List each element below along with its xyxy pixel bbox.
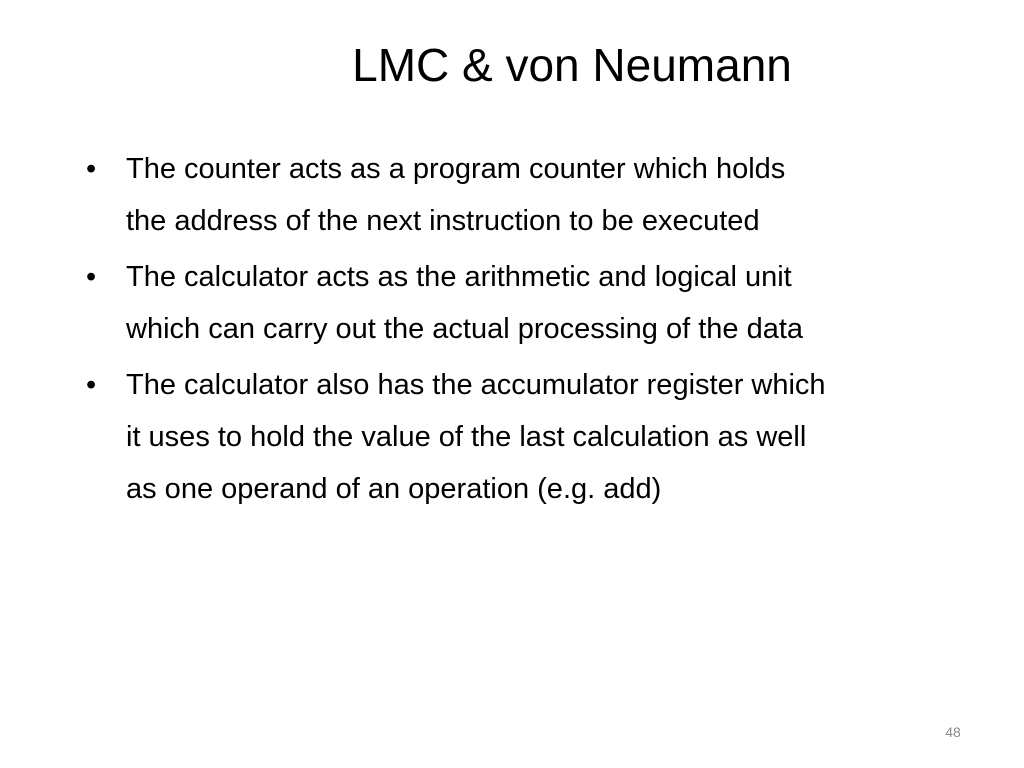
bullet-text-line: The calculator acts as the arithmetic and logical unit [126,261,792,293]
slide-title-container [0,34,1024,96]
bullet-icon: • [86,153,97,185]
bullet-item [86,251,1016,355]
page-number: 48 [945,724,961,740]
bullet-text-line: the address of the next instruction to be executed [126,205,760,237]
bullet-text-line: as one operand of an operation (e.g. add) [126,473,662,505]
bullet-item [86,359,1016,515]
bullet-text-line: The counter acts as a program counter which holds [126,153,786,185]
bullet-text-line: it uses to hold the value of the last calculation as well [126,421,807,453]
bullet-icon: • [86,261,97,293]
bullet-item [86,143,1016,247]
bullet-text-line: The calculator also has the accumulator register which [126,369,826,401]
bullet-text-line: which can carry out the actual processing of the data [126,313,804,345]
slide-title: LMC & von Neumann [352,39,792,91]
bullet-icon: • [86,369,97,401]
bullet-list [86,143,1016,519]
